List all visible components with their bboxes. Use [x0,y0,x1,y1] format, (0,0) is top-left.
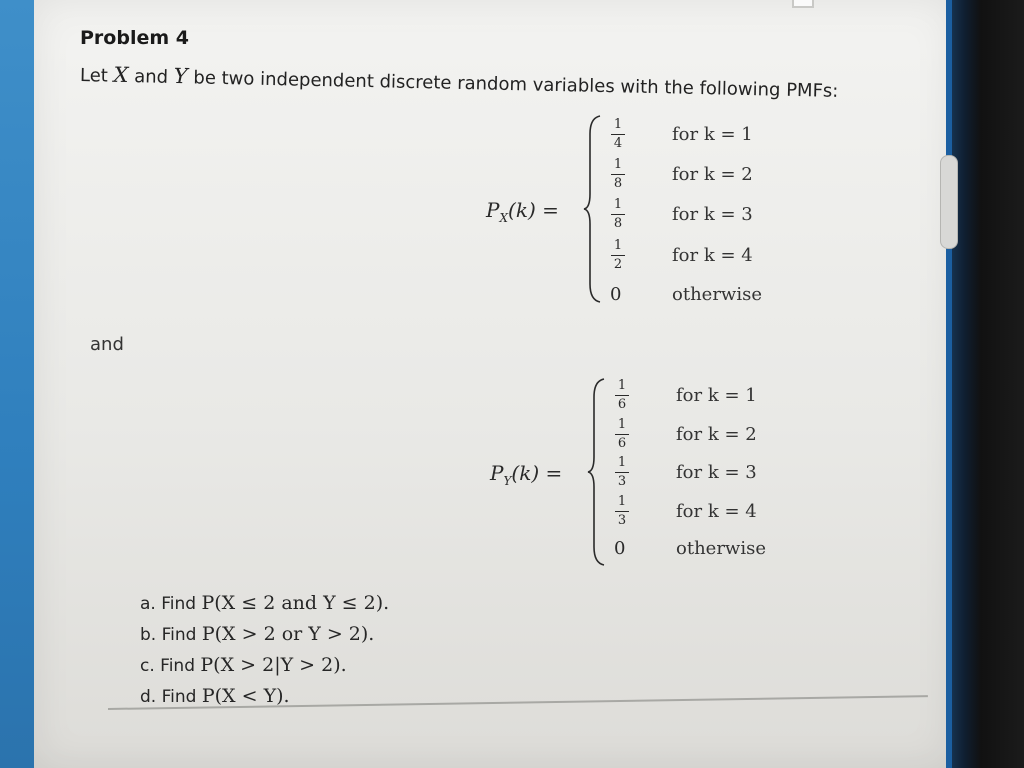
question-item [140,592,389,623]
question-expression: P(X < Y). [201,685,290,707]
condition: otherwise [672,284,762,305]
question-item [140,685,389,716]
question-expression: P(X > 2 or Y > 2). [201,623,375,645]
question-label: c. Find [140,656,201,676]
condition: for k = 3 [676,462,757,483]
condition: for k = 1 [676,385,757,406]
connector-text: and [90,334,124,355]
pmf-y-row [490,418,890,458]
page-edge-marker [792,0,814,8]
pmf-y-row [490,379,890,419]
pmf-y-row-otherwise [490,532,890,572]
question-label: d. Find [140,687,202,707]
condition: for k = 4 [672,245,753,266]
pmf-x-lhs: $P_X(k)$ = [486,198,559,225]
pmf-y-row [490,456,890,496]
pmf-x-row [486,158,886,198]
fraction: 1 3 [612,456,632,489]
condition: otherwise [676,538,766,559]
intro-text-and: and [128,66,175,88]
fraction: 1 6 [612,418,632,451]
pmf-x-block [486,112,886,312]
pmf-x-row [486,118,886,158]
zero-value: 0 [610,284,622,305]
question-list [140,592,389,716]
variable-y: Y [173,63,188,89]
condition: for k = 2 [672,164,753,185]
variable-x: X [113,62,129,88]
scrollbar-thumb[interactable] [940,155,958,249]
problem-title: Problem 4 [80,27,189,49]
pmf-y-lhs: $P_Y(k)$ = [490,461,563,488]
condition: for k = 1 [672,124,753,145]
fraction: 1 2 [608,239,628,272]
question-item [140,623,389,654]
pmf-x-row [486,198,886,238]
fraction: 1 4 [608,118,628,151]
question-label: a. Find [140,594,202,614]
intro-text-start: Let [79,65,114,87]
pmf-y-block [490,375,890,575]
condition: for k = 3 [672,204,753,225]
question-expression: P(X ≤ 2 and Y ≤ 2). [201,592,390,614]
question-label: b. Find [140,625,202,645]
pmf-y-row [490,495,890,535]
fraction: 1 8 [608,198,628,231]
pmf-x-row [486,239,886,279]
fraction: 1 6 [612,379,632,412]
fraction: 1 8 [608,158,628,191]
intro-text-end: be two independent discrete random variables with the following PMFs: [187,67,839,102]
question-expression: P(X > 2|Y > 2). [200,654,347,676]
condition: for k = 2 [676,424,757,445]
pmf-x-row-otherwise [486,278,886,318]
monitor-bezel [952,0,1024,768]
question-item [140,654,389,685]
fraction: 1 3 [612,495,632,528]
zero-value: 0 [614,538,626,559]
condition: for k = 4 [676,501,757,522]
